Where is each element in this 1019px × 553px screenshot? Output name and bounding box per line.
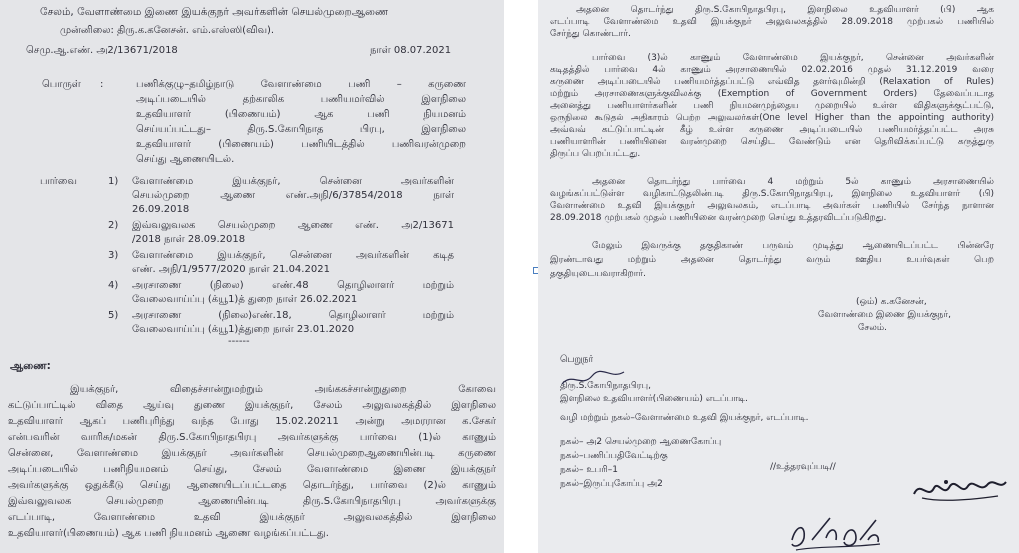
paragraph-line: பணியாளரின் பணியினை வரன்முறை செய்திட வேண்டும் என தெரிவிக்கப்பட்டு கருத்துரு bbox=[550, 137, 994, 147]
order-line: உதவியாளர் ஆகப் பணிபுரிந்து வந்த போது 15.02.20211 அன்று அமரரான க.சேகர் bbox=[8, 416, 496, 427]
order-line: உதவியாளர்(பிணையம்) ஆக பணி நியமனம் ஆணை வழங்கப்பட்டது. bbox=[8, 528, 329, 539]
order-line: சென்னை, வேளாண்மை இயக்குநர் அவர்களின் செயல்முறைஆணையின்படி கருணை bbox=[8, 448, 496, 459]
document-header: சேலம், வேளாண்மை இணை இயக்குநர் அவர்களின் செயல்முறைஆணை bbox=[40, 6, 389, 18]
paragraph-line: வேளாண்மை உதவி இயக்குநர் அலுவலகம், எடப்பாடி அவர்கள் பணியில் சேர்ந்த நாளான bbox=[550, 201, 994, 211]
reference-label: பார்வை bbox=[40, 176, 77, 187]
separator: ------ bbox=[228, 336, 250, 347]
recipient-line: வழி மற்றும் நகல்–வேளாண்மை உதவி இயக்குநர், எடப்பாடி. bbox=[560, 413, 809, 423]
paragraph-line: மேலும் இவருக்கு தகுதிகாண் பருவம் முடித்து ஆணையிடப்பட்ட பின்னரே bbox=[592, 241, 994, 251]
subject-colon: : bbox=[100, 79, 104, 90]
paragraph-line: இரண்டாவது மற்றும் அதனை தொடர்ந்து வரும் ஊதிய உயர்வுகள் பெற bbox=[550, 255, 994, 265]
paragraph-line: கருணை அடிப்படையில் பணியமர்த்தப்பட்டு எவ்வித தளர்வுமின்றி (Relaxation of Rules) bbox=[550, 77, 994, 87]
subject-line: செய்யப்பட்டது– திரு.S.கோபிநாத பிரபு, இளநிலை bbox=[136, 124, 466, 135]
reference-line: வேலைவாய்ப்பு (க்யூ1)த்துறை நாள் 23.01.2020 bbox=[132, 324, 355, 335]
paragraph-line: அதனை தொடர்ந்து பார்வை 4 மற்றும் 5ல் காணும் அரசாணையில் bbox=[592, 177, 994, 187]
reference-line: எண். அநி/1/9577/2020 நாள் 21.04.2021 bbox=[132, 264, 330, 275]
copy-line: நகல்– உபரி–1 bbox=[560, 465, 618, 475]
paragraph-line: வழங்கப்பட்டுள்ள வழிகாட்டுதலின்படி திரு.S.கோபிநாதபிரபு, இளநிலை உதவியாளர் (பி) bbox=[550, 189, 994, 199]
reference-line: வேளாண்மை இயக்குநர், சென்னை அவர்களின் கடித bbox=[132, 250, 454, 261]
subject-label: பொருள் bbox=[42, 79, 81, 90]
paragraph-line: திருப்ப பெறப்பட்டது. bbox=[550, 149, 641, 159]
paragraph-line: எடப்பாடி வேளாண்மை உதவி இயக்குநர் அலுவலகத்தில் 28.09.2018 முற்பகல் பணியில் bbox=[550, 17, 994, 27]
order-line: அடிப்படையில் பணிநியமனம் செய்து, சேலம் வேளாண்மை இணை இயக்குநர் bbox=[8, 464, 496, 475]
copy-line: நகல்–இருப்புகோப்பு அ2 bbox=[560, 479, 663, 489]
reference-number: செமு.ஆ.எண். அ2/13671/2018 bbox=[26, 45, 178, 56]
paragraph-line: 28.09.2018 முற்பகல் முதல் பணியினை வரன்முறை செய்து உத்தரவிடப்படுகிறது. bbox=[550, 213, 887, 223]
reference-line: அரசாணை (நிலை)எண்.18, தொழிலாளர் மற்றும் bbox=[132, 310, 454, 321]
reference-line: செயல்முறை ஆணை எண்.அநி/6/37854/2018 நாள் bbox=[132, 190, 454, 201]
paragraph-line: அதனை தொடர்ந்து திரு.S.கோபிநாதபிரபு, இளநிலை உதவியாளர் (பி) ஆக bbox=[576, 5, 994, 15]
subject-line: உதவியாளர் (பிணையம்) பணியிடத்தில் பணிவரன்முறை bbox=[136, 139, 466, 150]
order-line: எடப்பாடி, வேளாண்மை உதவி இயக்குநர் அலுவலகத்தில் இளநிலை bbox=[8, 512, 496, 523]
reference-number-3: 3) bbox=[108, 250, 119, 261]
paragraph-line: ஒருநிலை கூடுதல் அதிகாரம் பெற்ற அலுவலர்கள்(One level Higher than the appointing authority) bbox=[550, 113, 994, 123]
order-line: இயக்குநர், விதைச்சான்றுமற்றும் அங்ககச்சான்றுதுறை கோவை bbox=[70, 384, 496, 395]
paragraph-line: அனைத்து பணியாளர்களின் பணி நியமனமுந்தைய முறையில் உள்ள விதிகளுக்குட்பட்டு, bbox=[550, 101, 994, 111]
subject-line: அடிப்படையில் தற்காலிக பணியமர்வில் இளநிலை bbox=[136, 94, 466, 105]
presence-line: முன்னிலை: திரு.க.கனேசன். எம்.எஸ்ஸி(விவ). bbox=[60, 25, 275, 36]
signatory-place: சேலம். bbox=[858, 323, 887, 333]
page-gap bbox=[504, 0, 538, 553]
reference-line: /2018 நாள் 28.09.2018 bbox=[132, 234, 246, 245]
reference-number-4: 4) bbox=[108, 280, 119, 291]
document-date: நாள் 08.07.2021 bbox=[370, 45, 452, 56]
subject-line: செய்து ஆணையிடல். bbox=[136, 154, 235, 165]
paragraph-line: தகுதியுடையவராகிறார். bbox=[550, 269, 647, 279]
small-pen-mark bbox=[558, 366, 628, 392]
right-document-page bbox=[538, 0, 1019, 553]
subject-line: பணிக்குழு–தமிழ்நாடு வேளாண்மை பணி – கருணை bbox=[136, 79, 466, 90]
reference-line: இவ்வலுவலக செயல்முறை ஆணை எண். அ2/13671 bbox=[132, 220, 454, 231]
order-heading: ஆணை: bbox=[10, 360, 51, 372]
paragraph-line: மற்றும் அரசாணைகளுக்குவிலக்கு (Exemption of Government Orders) தேவைப்படாத bbox=[550, 89, 994, 99]
reference-number-5: 5) bbox=[108, 310, 119, 321]
reference-line: 26.09.2018 bbox=[132, 204, 190, 215]
copy-line: நகல்–பணிப்பதிவேட்டிற்கு bbox=[560, 451, 668, 461]
order-line: அவர்களுக்கு ஒதுக்கீடு செய்து ஆணையிடப்பட்டதை தொடர்ந்து, பார்வை (2)ல் காணும் bbox=[8, 480, 496, 491]
reference-number-2: 2) bbox=[108, 220, 119, 231]
signatory-title: வேளாண்மை இணை இயக்குநர், bbox=[818, 310, 951, 320]
reference-number-1: 1) bbox=[108, 176, 119, 187]
paragraph-line: சேர்ந்து கொண்டார். bbox=[550, 29, 631, 39]
order-footer: //உத்தரவுப்படி// bbox=[770, 462, 836, 472]
reference-line: வேளாண்மை இயக்குநர், சென்னை அவர்களின் bbox=[132, 176, 454, 187]
recipient-label: பெறுநர் bbox=[560, 354, 594, 365]
handwritten-date bbox=[786, 510, 886, 552]
reference-line: அரசாணை (நிலை) எண்.48 தொழிலாளர் மற்றும் bbox=[132, 280, 454, 291]
signatory-name: (ஒம்) க.கனேசன், bbox=[856, 297, 927, 307]
recipient-line: இளநிலை உதவியாளர்(பிணையம்) எடப்பாடி. bbox=[560, 394, 749, 404]
paragraph-line: கடிதத்தில் பார்வை 4ல் காணும் அரசாணையில் 02.02.2016 முதல் 31.12.2019 வரை bbox=[550, 65, 994, 75]
copy-line: நகல்– அ2 செயல்முறை ஆணைகோப்பு bbox=[560, 437, 722, 447]
subject-line: உதவியாளர் (பிணையம்) ஆக பணி நியமனம் bbox=[136, 109, 466, 120]
paragraph-line: பார்வை (3)ல் காணும் வேளாண்மை இயக்குநர், சென்னை அவர்களின் bbox=[592, 53, 994, 63]
left-document-page bbox=[0, 0, 504, 553]
order-line: என்பவரின் வாரிசு/மகன் திரு.S.கோபிநாதபிரபு அவர்களுக்கு பார்வை (1)ல் காணும் bbox=[8, 432, 496, 443]
reference-line: வேலைவாய்ப்பு (க்யூ1)த் துறை நாள் 26.02.2021 bbox=[132, 294, 358, 305]
recipient-line: திரு.S.கோபிநாதபிரபு, bbox=[560, 381, 651, 391]
order-line: இவ்வலுவலக செயல்முறை ஆணையின்படி திரு.S.கோபிநாதபிரபு அவர்களுக்கு bbox=[8, 496, 496, 507]
handwritten-signature bbox=[910, 474, 1010, 508]
paragraph-line: அவ்வவ் கட்டுப்பாட்டின் கீழ் உள்ள கருணை அடிப்படையில் பணியமர்த்தப்பட்ட அரசு bbox=[550, 125, 994, 135]
order-line: கட்டுப்பாட்டில் விதை ஆய்வு துணை இயக்குநர், சேலம் அலுவலகத்தில் இளநிலை bbox=[8, 400, 496, 411]
